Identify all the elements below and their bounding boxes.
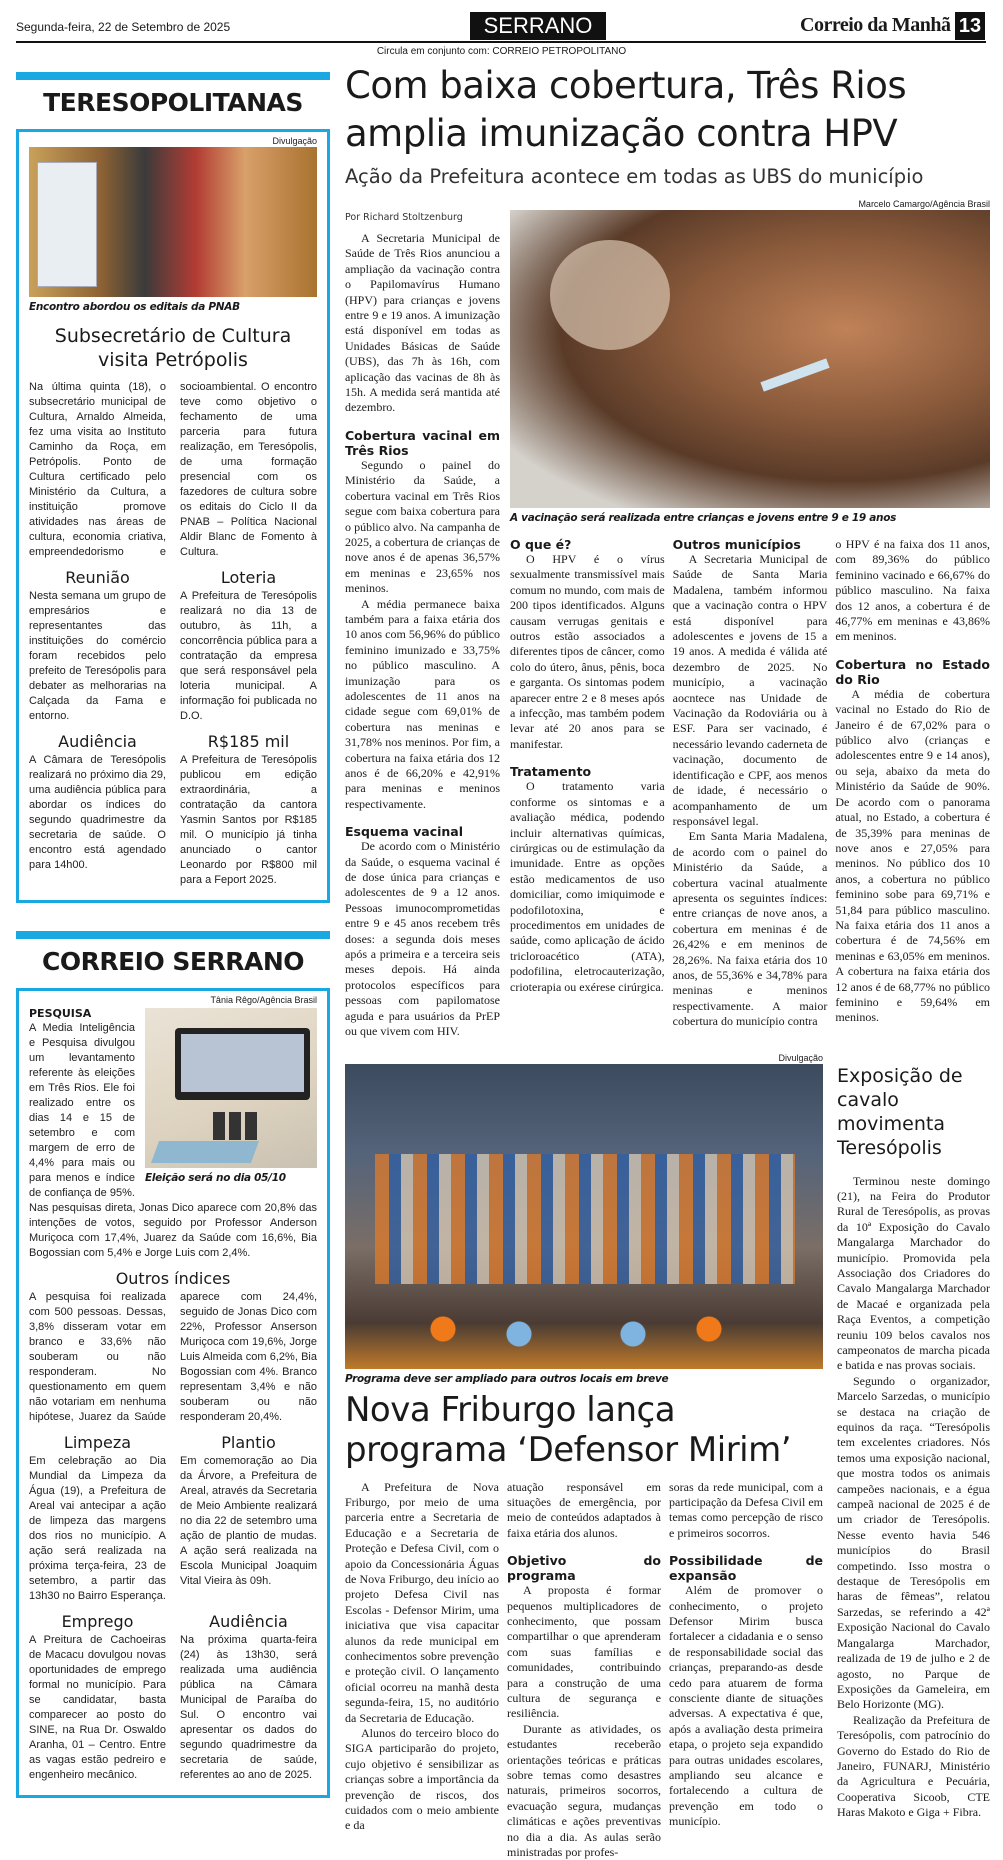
subheading: Tratamento <box>510 764 665 779</box>
note-text: A Prefeitura de Teresópolis publicou em edição extraordinária, a contratação da cantora Yasmin Santos por R$185 mil. O município já tinha anunciado o cantor Leonardo por R$800 mil para a Feport 2025. <box>180 753 317 888</box>
friburgo-article <box>345 1052 823 1860</box>
section-title-correio-serrano: CORREIO SERRANO <box>16 947 330 976</box>
paragraph: Segundo o organizador, Marcelo Sarzedas, o município se destaca na criação de equinos da raça. “Teresópolis tem excelentes criadores. Nós temos uma exposição nacional, que mostra todos os animais campeões nacionais, e a égua campeã nacional de 2025 é de um criador de Teresópolis. Nesse evento havia 546 municípios do Brasil competindo. Isso mostra o destaque de Teresópolis em haras de fêmeas”, relatou Sarzedas, se referindo a 42ª Exposição Nacional do Cavalo Mangalarga Marchador, realizada de 19 de julho e 2 de agosto, no Parque de Exposições da Gameleira, em Belo Horizonte (MG). <box>837 1374 990 1713</box>
circulation-note: Circula em conjunto com: CORREIO PETROPOLITANO <box>0 46 1003 57</box>
section-label: SERRANO <box>470 12 606 40</box>
note-title: Audiência <box>29 732 166 751</box>
paragraph: Segundo o painel do Ministério da Saúde, a cobertura vacinal em Três Rios segue com baixa cobertura para o público alvo. Na campanha de 2025, a cobertura de crianças de nove anos é de apenas 36,57% em meninas e 23,65% nos meninos. <box>345 458 500 597</box>
paragraph: Além de promover o conhecimento, o projeto Defensor Mirim busca fortalecer a cidadania e o senso de responsabilidade social das crianças, preparando-as desde cedo para atuarem de forma consciente diante de situações adversas. A expectativa é que, após a avaliação desta primeira etapa, o projeto seja expandido para outras unidades escolares, ampliando seu alcance e fortalecendo a cultura de prevenção em todo o município. <box>669 1583 823 1830</box>
section-title-teresopolitanas: TERESOPOLITANAS <box>16 88 330 117</box>
photo-credit: Divulgação <box>29 135 317 147</box>
paragraph: Durante as atividades, os estudantes receberão orientações teóricas e práticas sobre temas como desastres naturais, primeiros socorros, evacuação segura, mudanças climáticas e ações preventivas no dia a dia. As aulas serão ministradas por profes- <box>507 1722 661 1860</box>
left-column <box>16 72 330 1798</box>
note-limpeza <box>29 1425 166 1604</box>
paragraph: soras da rede municipal, com a participação da Defesa Civil em temas como percepção de risco e primeiros socorros. <box>669 1480 823 1542</box>
note-audiencia <box>180 1604 317 1783</box>
photo-credit: Marcelo Camargo/Agência Brasil <box>510 198 990 210</box>
note-text: A Prefeitura de Teresópolis realizará no dia 13 de outubro, às 11h, a concorrência pública para a contratação da empresa que será responsável pela loteria municipal. A informação foi publicada no D.O. <box>180 589 317 724</box>
paragraph: Alunos do terceiro bloco do SIGA participarão do projeto, cujo objetivo é sensibilizar as crianças sobre a importância da prevenção de riscos, dos cuidados com o meio ambiente e da <box>345 1726 499 1834</box>
note-text: A Câmara de Teresópolis realizará no próximo dia 29, uma audiência pública para abordar os índices do segundo quadrimestre da secretaria de saúde. O encontro está agendado para 14h00. <box>29 753 166 873</box>
correio-serrano-box <box>16 988 330 1798</box>
note-text: Em celebração ao Dia Mundial da Limpeza da Água (19), a Prefeitura de Areal vai antecipar a ação de limpeza das margens dos rios no município. A ação será realizada na próxima terça-feira, 23 de setembro, a partir das 13h30 no Bairro Esperança. <box>29 1454 166 1604</box>
note-loteria <box>180 560 317 724</box>
photo-credit: Divulgação <box>345 1052 823 1064</box>
friburgo-columns <box>345 1480 823 1860</box>
hpv-column-4 <box>835 537 990 1026</box>
article-body: Na última quinta (18), o subsecretário municipal de Cultura, Arnaldo Almeida, fez uma visita ao Instituto Caminho da Roça, em Petrópolis. Ponto de Cultura certificado pelo Ministério da Cultura, a instituição promove atividades nas áreas de cultura, economia criativa, empreendedorismo e socioambiental. O encontro teve como objetivo o fechamento de uma parceria para futura realização, em Teresópolis, de uma formação presencial com os fazedores de cultura sobre os editais do Ciclo II da PNAB – Política Nacional Aldir Blanc de Fomento à Cultura. <box>29 380 317 560</box>
photo-caption: Programa deve ser ampliado para outros locais em breve <box>345 1372 823 1386</box>
main-headline: Com baixa cobertura, Três Rios amplia imunização contra HPV <box>345 62 990 158</box>
hpv-right <box>510 198 990 1030</box>
subheading: Objetivo do programa <box>507 1553 661 1583</box>
paragraph: o HPV é na faixa dos 11 anos, com 89,36% do público feminino vacinado e 66,67% do público masculino. Na faixa dos 12 anos, a cobertura é de 46,77% em meninas e 43,86% em meninos. <box>835 537 990 645</box>
hpv-columns <box>510 537 990 1030</box>
cavalo-headline: Exposição de cavalo movimenta Teresópolis <box>837 1064 990 1160</box>
cavalo-column <box>837 1174 990 1821</box>
outros-indices-text: A pesquisa foi realizada com 500 pessoas. Dessas, 3,8% disseram votar em branco e 33,6% não souberam ou não responderam. No questionamento em quem não votariam em nenhuma hipótese, Juarez da Saúde aparece com 24,4%, seguido de Jonas Dico com 22%, Professor Anserson Muriçoca com 19,6%, Jorge Luis Almeida com 6,2%, Bia Bogossian com 4%. Branco representam 3,4% e não souberam ou não responderam 20,4%. <box>29 1290 317 1425</box>
hpv-column-2 <box>510 537 665 995</box>
paragraph: A proposta é formar pequenos multiplicadores de conhecimento, que possam compartilhar o que aprenderam com suas famílias e comunidades, contribuindo para a construção de uma cultura de segurança e resiliência. <box>507 1583 661 1722</box>
note-text: Em comemoração ao Dia da Árvore, a Prefeitura de Areal, através da Secretaria de Meio Ambiente realizará no dia 22 de setembro uma ação de plantio de mudas. A ação será realizada na Escola Municipal Joaquim Vital Vieira às 09h. <box>180 1454 317 1589</box>
note-title: R$185 mil <box>180 732 317 751</box>
note-title: Emprego <box>29 1612 166 1631</box>
subheading: Possibilidade de expansão <box>669 1553 823 1583</box>
photo-vaccination <box>510 210 990 508</box>
main-area <box>345 62 990 1860</box>
paragraph: A média de cobertura vacinal no Estado do Rio de Janeiro é de 67,02% para o público alvo (crianças e adolescentes entre 9 e 14 anos), ou seja, abaixo da meta do Ministério da Saúde de 90%. De acordo com o panorama atual, no Estado, a cobertura é de 35,39% para meninas de nove anos e 27,05% para meninos. No público dos 10 anos, a cobertura no público feminino sobe para 69,71% e 51,84 para público masculino. Na faixa etária dos 11 anos a cobertura é de 74,56% em meninas e 63,05% em meninos. A cobertura na faixa etária dos 12 anos é de 68,77% no público feminino e 59,64% em meninos. <box>835 687 990 1026</box>
note-title: Plantio <box>180 1433 317 1452</box>
paragraph: Em Santa Maria Madalena, de acordo com o painel do Ministério da Saúde, a cobertura vacinal atualmente apresenta os seguintes índices: entre crianças de nove anos, a cobertura em meninas é de 26,42% e em meninos de 28,26%. Na faixa etária dos 10 anos, de 55,36% e 34,78% para meninas e meninos respectivamente. A maior cobertura do município contra <box>673 829 828 1029</box>
note-audiencia <box>29 724 166 888</box>
friburgo-headline: Nova Friburgo lança programa ‘Defensor Mirim’ <box>345 1390 823 1470</box>
friburgo-column-2 <box>507 1480 661 1860</box>
newspaper-logo: Correio da Manhã <box>800 14 951 37</box>
pesquisa-text: A Media Inteligência e Pesquisa divulgou um levantamento referente às eleições em Três Rios. Ele foi realizado entre os dias 14 e 15 de setembro e com margem de erro de 4,4% para mais ou para menos e índice de confiança de 95%. Nas pesquisas direta, Jonas Dico aparece com 20,8% das intenções de votos, seguido por Professor Anderson Muriçoca com 17,4%, Juarez da Saúde com 16,6%, Bia Bogossian com 5,4% e Jorge Luis com 2,4%. <box>29 1021 317 1261</box>
note-text: Nesta semana um grupo de empresários e representantes das instituições do comércio foram recebidos pelo prefeito de Teresópolis para debater as melhorarias na Calçada da Fama e entorno. <box>29 589 166 724</box>
friburgo-column-3 <box>669 1480 823 1830</box>
subheading: Cobertura vacinal em Três Rios <box>345 428 500 458</box>
note-reuniao <box>29 560 166 724</box>
cavalo-article <box>837 1052 990 1821</box>
note-text: Na próxima quarta-feira (24) às 13h30, será realizada uma audiência pública na Câmara Municipal de Paraíba do Sul. O encontro vai apresentar os dados do segundo quadrimestre da secretaria de saúde, referentes ao ano de 2025. <box>180 1633 317 1783</box>
subheading: Cobertura no Estado do Rio <box>835 657 990 687</box>
photo-caption: Eleição será no dia 05/10 <box>145 1171 317 1185</box>
photo-urna-eletronica <box>145 1008 317 1168</box>
photo-defensor-mirim-group <box>345 1064 823 1369</box>
photo-caption: Encontro abordou os editais da PNAB <box>29 300 317 314</box>
subheading: Outros municípios <box>673 537 828 552</box>
page-number: 13 <box>955 12 985 40</box>
section-bar <box>16 931 330 939</box>
header-rule <box>16 41 986 43</box>
photo-caption: A vacinação será realizada entre crianças e jovens entre 9 e 19 anos <box>510 511 990 525</box>
note-185-mil <box>180 724 317 888</box>
photo-cultura-meeting <box>29 147 317 297</box>
note-title: Limpeza <box>29 1433 166 1452</box>
paragraph: atuação responsável em situações de emergência, por meio de conteúdos adaptados à faixa etária dos alunos. <box>507 1480 661 1542</box>
note-title: Outros índices <box>29 1269 317 1288</box>
kicker: PESQUISA <box>29 1006 317 1021</box>
hpv-article <box>345 198 990 1040</box>
article-headline: Subsecretário de Cultura visita Petrópolis <box>29 324 317 372</box>
banner-image <box>37 162 97 287</box>
byline: Por Richard Stoltzenburg <box>345 212 500 223</box>
subheading: O que é? <box>510 537 665 552</box>
note-title: Reunião <box>29 568 166 587</box>
subheading: Esquema vacinal <box>345 824 500 839</box>
bottom-section <box>345 1052 990 1860</box>
photo-credit: Tânia Rêgo/Agência Brasil <box>29 994 317 1006</box>
paragraph: Terminou neste domingo (21), na Feira do Produtor Rural de Teresópolis, as provas da 10ª Exposição do Cavalo Mangalarga Marchador do município. Promovida pela Associação dos Criadores do Cavalo Mangalarga Marchador de Macaé e organizada pela Raça Eventos, a competição reuniu 109 belos cavalos nos campeonatos de marcha picada e batida e nas provas sociais. <box>837 1174 990 1374</box>
hpv-column-3 <box>673 537 828 1030</box>
friburgo-column-1 <box>345 1480 499 1834</box>
paragraph: A Prefeitura de Nova Friburgo, por meio de uma parceria entre a Secretaria de Educação e a Secretaria de Proteção e Defesa Civil, com o apoio da Concessionária Águas de Nova Friburgo, deu início ao projeto Defesa Civil nas Escolas - Defensor Mirim, uma iniciativa que visa capacitar alunos da rede municipal em conhecimentos sobre prevenção e proteção civil. O lançamento oficial ocorreu na manhã desta segunda-feira, 15, no auditório da Secretaria de Educação. <box>345 1480 499 1727</box>
paragraph: A Secretaria Municipal de Saúde de Santa Maria Madalena, também informou que a vacinação contra o HPV está disponível para adolescentes e jovens de 15 a 19 anos. A medida é válida até dezembro de 2025. No município, a vacinação aocntece nas Unidade de Vacinação da Rodoviária ou à ESF. Para ser vacinado, é necessário levando caderneta de vacinação, documento de identificação e CPF, aos menos de idade, é necessário o acompanhamento de um responsável legal. <box>673 552 828 829</box>
note-title: Audiência <box>180 1612 317 1631</box>
hpv-column-1 <box>345 198 500 1040</box>
note-plantio <box>180 1425 317 1604</box>
section-bar <box>16 72 330 80</box>
paragraph: O tratamento varia conforme os sintomas e a avaliação médica, podendo incluir alternativas químicas, cirúrgicas ou de estimulação da imunidade. Entre as opções estão medicamentos de uso domiciliar, como imiquimode e podofilotoxina, e procedimentos em unidades de saúde, como aplicação de ácido tricloroacético (ATA), podofilina, eletrocauterização, crioterapia ou exérese cirúrgica. <box>510 779 665 995</box>
paragraph: A média permanece baixa também para a faixa etária dos 10 anos com 56,96% do público feminino imunizado e 33,75% no público masculino. A imunização para os adolescentes de 11 anos na cidade segue com 69,01% de cobertura nas meninas e 31,78% nos meninos. Por fim, a cobertura na faixa etária dos 12 anos é de 66,20% e 42,91% para meninas e meninos respectivamente. <box>345 597 500 813</box>
photo-figure <box>145 1008 317 1185</box>
paragraph: De acordo com o Ministério da Saúde, o esquema vacinal é de dose única para crianças e adolescentes de 9 a 12 anos. Pessoas imunocomprometidas entre 9 e 45 anos recebem três doses: a segunda dois meses após a primeira e a terceira seis meses depois. Há ainda protocolos específicos para pessoas com papilomatose aguda e para usuários da PrEP ou que vivem com HIV. <box>345 839 500 1039</box>
paragraph: Realização da Prefeitura de Teresópolis, com patrocínio do Governo do Estado do Rio de Janeiro, FUNARJ, Ministério da Agricultura e Pecuária, Cooperativa Sicoob, CTE Haras Makoto e Giga + Fibra. <box>837 1713 990 1821</box>
note-title: Loteria <box>180 568 317 587</box>
teresopolitanas-box <box>16 129 330 903</box>
main-subhead: Ação da Prefeitura acontece em todas as UBS do município <box>345 164 990 190</box>
note-emprego <box>29 1604 166 1783</box>
paragraph: O HPV é o vírus sexualmente transmissível mais comum no mundo, com mais de 200 tipos identificados. Alguns causam verrugas genitais e outros estão associados a diferentes tipos de câncer, como colo do útero, ânus, pênis, boca e garganta. Os sintomas podem aparecer entre 2 e 8 meses após a infecção, mas também podem levar até 20 anos para se manifestar. <box>510 552 665 752</box>
note-text: A Preitura de Cachoeiras de Macacu dovulgou novas oportunidades de emprego formal no município. Para se candidatar, basta comparecer ao posto do SINE, na Rua Dr. Oswaldo Aranha, 01 – Centro. Entre as vagas estão pedreiro e engenheiro mecânico. <box>29 1633 166 1783</box>
paragraph: A Secretaria Municipal de Saúde de Três Rios anunciou a ampliação da vacinação contra o Papilomavírus Humano (HPV) para crianças e jovens entre 9 e 19 anos. A imunização está disponível em todas as Unidades Básicas de Saúde (UBS), das 7h às 16h, com aplicação das vacinas de 8h às 15h. A medida será mantida até dezembro. <box>345 231 500 416</box>
edition-date: Segunda-feira, 22 de Setembro de 2025 <box>16 20 230 34</box>
